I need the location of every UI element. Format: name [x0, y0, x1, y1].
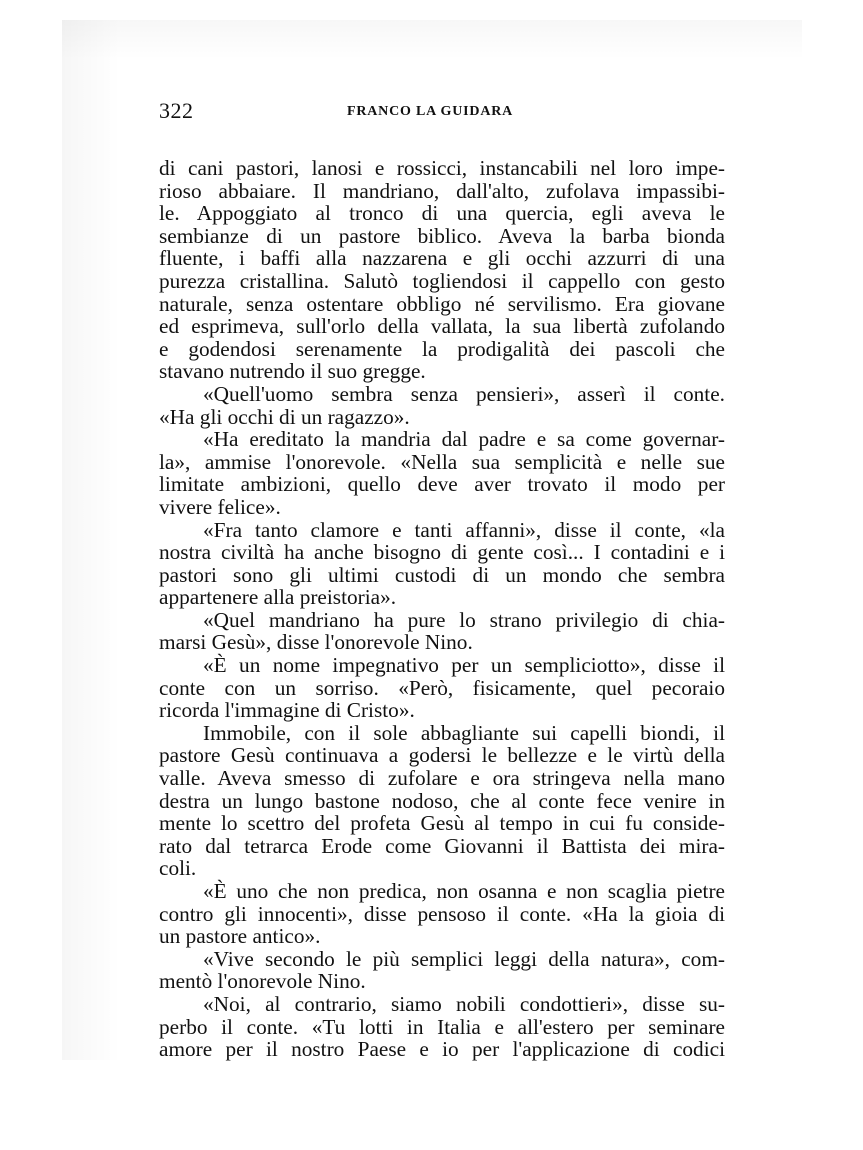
text-line: fluente, i baffi alla nazzarena e gli occhi azzurri di una [159, 246, 725, 271]
running-title: FRANCO LA GUIDARA [347, 104, 514, 119]
scan-top-shadow [62, 20, 802, 60]
text-line: stavano nutrendo il suo gregge. [159, 359, 426, 384]
text-line: mente lo scettro del profeta Gesù al tempo in cui fu conside- [159, 811, 725, 836]
text-line: le. Appoggiato al tronco di una quercia, egli aveva le [159, 201, 725, 226]
text-line: «Fra tanto clamore e tanti affanni», disse il conte, «la [203, 517, 725, 542]
text-line: amore per il nostro Paese e io per l'applicazione di codici [159, 1037, 725, 1062]
page-number: 322 [159, 98, 194, 123]
text-line: naturale, senza ostentare obbligo né servilismo. Era giovane [159, 291, 725, 316]
running-head [159, 98, 725, 128]
text-line: sembianze di un pastore biblico. Aveva la barba bionda [159, 223, 725, 248]
text-line: coli. [159, 856, 197, 881]
body-text [159, 157, 725, 1061]
text-line: pastore Gesù continuava a godersi le bellezze e le virtù della [159, 743, 725, 768]
text-line: rioso abbaiare. Il mandriano, dall'alto, zufolava impassibi- [159, 178, 725, 203]
text-line: conte con un sorriso. «Però, fisicamente, quel pecoraio [159, 675, 725, 700]
text-line: ed esprimeva, sull'orlo della vallata, la sua libertà zufolando [159, 314, 725, 339]
text-line: mentò l'onorevole Nino. [159, 969, 366, 994]
text-line: «Ha gli occhi di un ragazzo». [159, 404, 410, 429]
text-line: «Noi, al contrario, siamo nobili condottieri», disse su- [203, 991, 725, 1016]
text-line: «Quel mandriano ha pure lo strano privilegio di chia- [203, 607, 725, 632]
text-line: e godendosi serenamente la prodigalità dei pascoli che [159, 336, 725, 361]
text-line: pastori sono gli ultimi custodi di un mondo che sembra [159, 562, 725, 587]
text-line: la», ammise l'onorevole. «Nella sua semplicità e nelle sue [159, 449, 725, 474]
text-line: valle. Aveva smesso di zufolare e ora stringeva nella mano [159, 766, 725, 791]
text-line: ricorda l'immagine di Cristo». [159, 698, 415, 723]
text-line: di cani pastori, lanosi e rossicci, instancabili nel loro impe- [159, 156, 725, 180]
text-line: destra un lungo bastone nodoso, che al conte fece venire in [159, 788, 725, 813]
text-line: purezza cristallina. Salutò togliendosi il cappello con gesto [159, 268, 725, 293]
text-line: Immobile, con il sole abbagliante sui capelli biondi, il [203, 720, 725, 745]
scan-edge-shadow [62, 20, 120, 1060]
text-line: vivere felice». [159, 494, 281, 519]
text-line: marsi Gesù», disse l'onorevole Nino. [159, 630, 473, 655]
text-line: nostra civiltà ha anche bisogno di gente così... I contadini e i [159, 540, 725, 565]
text-line: un pastore antico». [159, 924, 321, 949]
text-line: rato dal tetrarca Erode come Giovanni il Battista dei mira- [159, 833, 725, 858]
text-line: contro gli innocenti», disse pensoso il conte. «Ha la gioia di [159, 901, 725, 926]
text-line: limitate ambizioni, quello deve aver trovato il modo per [159, 472, 725, 497]
text-line: «Vive secondo le più semplici leggi della natura», com- [203, 946, 725, 971]
text-line: appartenere alla preistoria». [159, 585, 397, 610]
text-line: «Ha ereditato la mandria dal padre e sa come governar- [203, 427, 725, 452]
text-line: «È uno che non predica, non osanna e non scaglia pietre [203, 879, 725, 903]
text-line: «È un nome impegnativo per un sempliciotto», disse il [203, 653, 725, 678]
text-line: perbo il conte. «Tu lotti in Italia e all'estero per seminare [159, 1014, 725, 1039]
text-line: «Quell'uomo sembra senza pensieri», asserì il conte. [203, 381, 725, 406]
